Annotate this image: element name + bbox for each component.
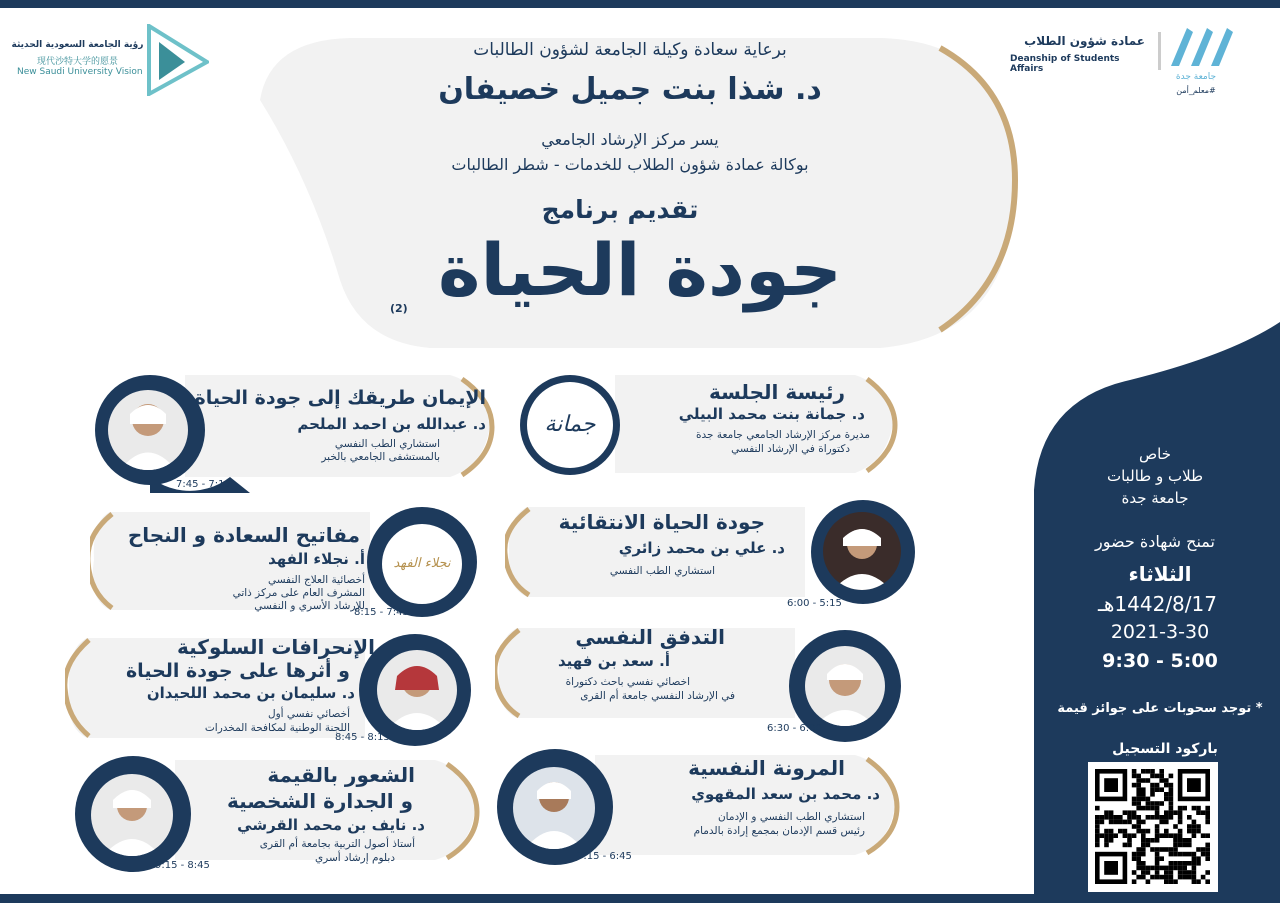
speaker-photo — [91, 774, 173, 856]
session-title: الشعور بالقيمة — [267, 763, 415, 787]
speaker-desc-2: دبلوم إرشاد أسري — [314, 852, 395, 864]
speaker-photo — [513, 767, 595, 849]
speaker-desc-2: بالمستشفى الجامعي بالخبر — [321, 451, 440, 463]
vision-logo-icon — [145, 24, 209, 96]
session-title: جودة الحياة الانتقائية — [558, 510, 765, 534]
speaker-photo — [377, 650, 457, 730]
session-time: 8:15 - 7:45 — [354, 607, 409, 618]
speaker-photo — [823, 512, 901, 590]
session-card — [515, 365, 905, 485]
speaker-desc-1: اخصائي نفسي باحث دكتوراة — [565, 676, 690, 688]
speaker-desc-1: أخصائي نفسي أول — [267, 708, 350, 720]
calligraphy-emblem-icon: نجلاء الفهد — [382, 524, 462, 604]
patronage-text: برعاية سعادة وكيلة الجامعة لشؤون الطالبات — [473, 40, 787, 60]
bottom-border — [0, 894, 1280, 903]
speaker-name: د. محمد بن سعد المقهوي — [691, 785, 880, 803]
session-title: التدفق النفسي — [575, 625, 725, 649]
registration-qr-code[interactable] — [1088, 762, 1218, 892]
session-time: 9:15 - 8:45 — [155, 860, 210, 871]
session-title: رئيسة الجلسة — [708, 380, 845, 404]
patron-name: د. شذا بنت جميل خصيفان — [438, 72, 822, 107]
session-time: 6:30 - 6:00 — [767, 723, 822, 734]
session-time: 7:15 - 6:45 — [577, 851, 632, 862]
presenting-text: تقديم برنامج — [541, 195, 699, 224]
session-title-2: و أثرها على جودة الحياة — [125, 660, 350, 682]
organizer-line-1: يسر مركز الإرشاد الجامعي — [541, 130, 719, 149]
vision-logo-cn: 现代沙特大学的愿景 — [36, 57, 118, 67]
speaker-photo — [805, 646, 885, 726]
gregorian-date: 2021-3-30 — [1110, 621, 1210, 643]
session-card — [495, 618, 915, 743]
deanship-logo-en: Deanship of Students Affairs — [1010, 54, 1120, 74]
qr-label: باركود التسجيل — [1112, 741, 1218, 757]
speaker-desc-2: اللجنة الوطنية لمكافحة المخدرات — [204, 722, 350, 734]
jeddah-university-icon — [1165, 22, 1237, 70]
vision-logo-ar: رؤية الجامعة السعودية الحديثة — [11, 40, 144, 50]
deanship-logo-ar: عمادة شؤون الطلاب — [1024, 34, 1145, 48]
session-title: المرونة النفسية — [688, 756, 845, 780]
audience-label: خاص — [1139, 445, 1171, 463]
session-card — [495, 745, 905, 870]
speaker-desc-1: أستاذ أصول التربية بجامعة أم القرى — [259, 838, 415, 850]
jeddah-university-label: جامعة جدة — [1175, 72, 1217, 82]
session-title: الإنحرافات السلوكية — [177, 635, 375, 659]
speaker-desc-2: في الإرشاد النفسي جامعة أم القرى — [580, 690, 735, 702]
session-title: مفاتيح السعادة و النجاح — [127, 523, 360, 547]
speaker-desc-2: رئيس قسم الإدمان بمجمع إرادة بالدمام — [693, 825, 865, 837]
session-title-2: و الجدارة الشخصية — [227, 789, 413, 813]
program-title: جودة الحياة — [437, 228, 843, 312]
organizer-line-2: بوكالة عمادة شؤون الطلاب للخدمات - شطر الطالبات — [451, 155, 809, 174]
vision-logo-en: New Saudi University Vision — [17, 67, 143, 77]
certificate-note: تمنح شهادة حضور — [1095, 532, 1215, 551]
speaker-photo — [108, 390, 188, 470]
session-card — [75, 752, 485, 877]
speaker-name: د. سليمان بن محمد اللحيدان — [146, 684, 355, 702]
top-border — [0, 0, 1280, 8]
speaker-name: د. عبدالله بن احمد الملحم — [297, 415, 486, 433]
session-card — [90, 500, 490, 625]
speaker-desc-2: دكتوراة في الإرشاد النفسي — [731, 443, 850, 455]
event-day: الثلاثاء — [1128, 562, 1192, 586]
speaker-desc-1: استشاري الطب النفسي — [609, 565, 715, 577]
prizes-note: * توجد سحوبات على جوائز قيمة — [1057, 701, 1263, 716]
speaker-name: أ. سعد بن فهيد — [557, 652, 670, 670]
audience-university: جامعة جدة — [1121, 489, 1189, 507]
speaker-desc-3: للإرشاد الأسري و النفسي — [254, 600, 365, 612]
speaker-desc-1: استشاري الطب النفسي و الإدمان — [717, 811, 865, 823]
program-number: (2) — [390, 302, 408, 315]
event-time: 9:30 - 5:00 — [1102, 650, 1218, 672]
audience-students: طلاب و طالبات — [1106, 467, 1204, 485]
session-time: 6:00 - 5:15 — [787, 598, 842, 609]
speaker-desc-1: استشاري الطب النفسي — [334, 438, 440, 450]
speaker-name: أ. نجلاء الفهد — [268, 550, 365, 568]
speaker-name: د. جمانة بنت محمد البيلي — [678, 405, 865, 423]
speaker-desc-2: المشرف العام على مركز ذاتي — [232, 587, 365, 599]
speaker-desc-1: مديرة مركز الإرشاد الجامعي جامعة جدة — [696, 429, 870, 441]
hijri-date: 1442/8/17هـ — [1098, 592, 1217, 616]
deanship-hashtag: #معلم_أمن — [1176, 86, 1216, 95]
session-title: الإيمان طريقك إلى جودة الحياة — [194, 387, 486, 409]
session-card — [65, 628, 480, 753]
speaker-desc-1: أخصائية العلاج النفسي — [267, 574, 365, 586]
speaker-name: د. علي بن محمد زائري — [618, 539, 785, 557]
session-card — [90, 365, 500, 495]
session-time: 7:45 - 7:15 — [176, 479, 231, 490]
logo-divider — [1158, 32, 1161, 70]
session-time: 8:45 - 8:15 — [335, 732, 390, 743]
speaker-name: د. نايف بن محمد القرشي — [237, 816, 425, 834]
session-card — [505, 497, 915, 615]
calligraphy-emblem-icon: جمانة — [527, 382, 613, 468]
